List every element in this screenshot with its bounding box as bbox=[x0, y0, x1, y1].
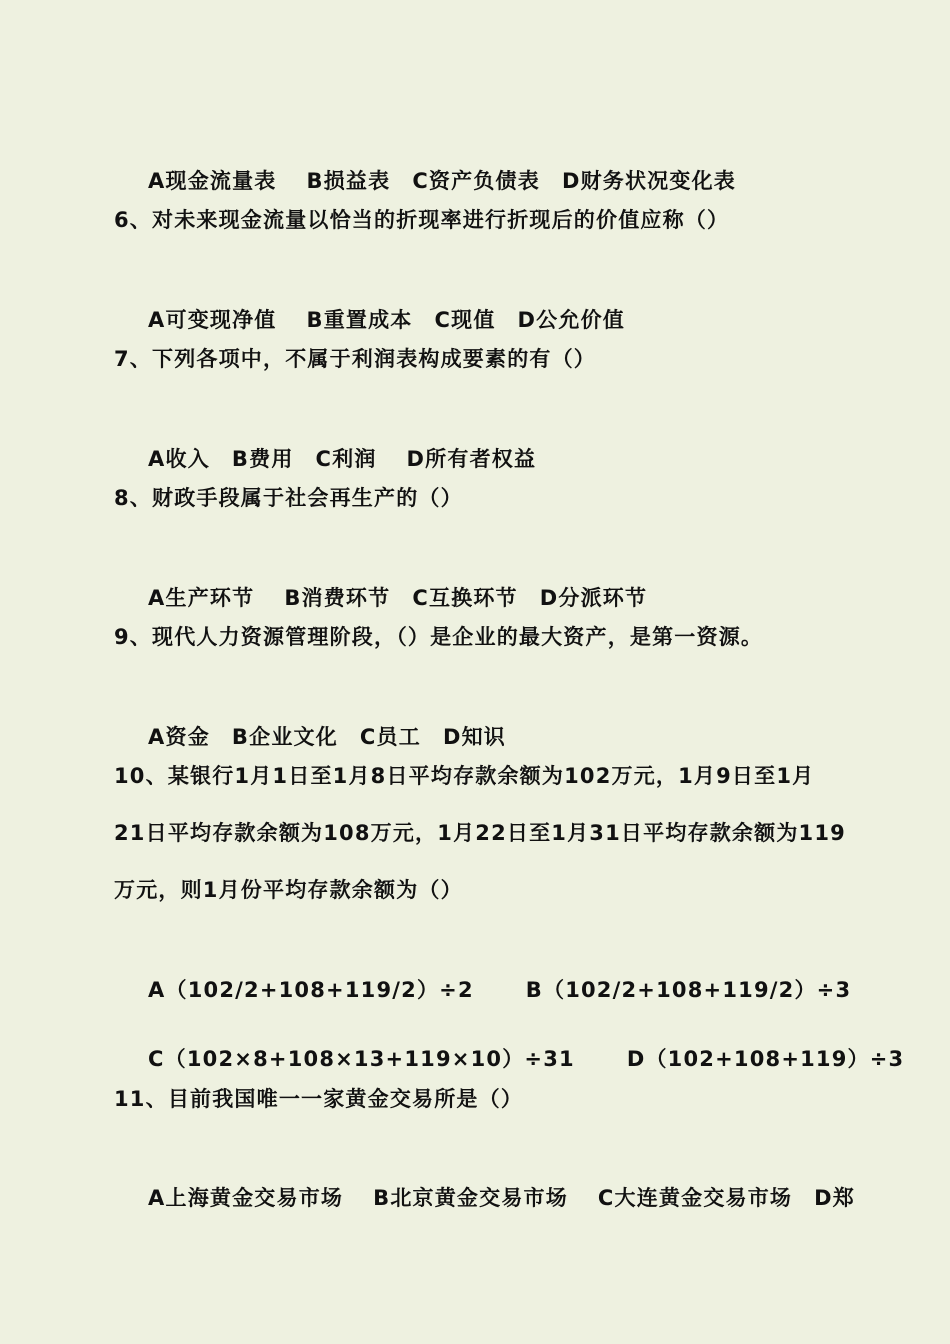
q7-question: 7、下列各项中，不属于利润表构成要素的有（） bbox=[114, 347, 597, 371]
option-c: C现值 bbox=[434, 308, 496, 332]
option-c: C（102×8+108×13+119×10）÷31 bbox=[148, 1047, 575, 1071]
option-b: B（102/2+108+119/2）÷3 bbox=[525, 978, 852, 1002]
option-c: C大连黄金交易市场 bbox=[597, 1186, 793, 1210]
option-d: D财务状况变化表 bbox=[561, 169, 736, 193]
q10-question-line-2: 21日平均存款余额为108万元，1月22日至1月31日平均存款余额为119 bbox=[114, 821, 846, 845]
q10-question-line-3: 万元，则1月份平均存款余额为（） bbox=[114, 878, 463, 902]
option-b: B重置成本 bbox=[306, 308, 413, 332]
option-a: A生产环节 bbox=[148, 586, 255, 610]
option-d: D所有者权益 bbox=[406, 447, 537, 471]
q11-options bbox=[114, 1153, 855, 1243]
option-d: D（102+108+119）÷3 bbox=[626, 1047, 905, 1071]
option-c: C资产负债表 bbox=[412, 169, 540, 193]
option-c: C互换环节 bbox=[412, 586, 518, 610]
option-a: A（102/2+108+119/2）÷2 bbox=[148, 978, 474, 1002]
option-c: C员工 bbox=[359, 725, 421, 749]
option-a: A上海黄金交易市场 bbox=[148, 1186, 344, 1210]
option-b: B损益表 bbox=[306, 169, 391, 193]
option-b: B企业文化 bbox=[231, 725, 338, 749]
option-d: D知识 bbox=[442, 725, 506, 749]
q11-question: 11、目前我国唯一一家黄金交易所是（） bbox=[114, 1087, 524, 1111]
option-b: B消费环节 bbox=[284, 586, 391, 610]
option-c: C利润 bbox=[315, 447, 377, 471]
q8-question: 8、财政手段属于社会再生产的（） bbox=[114, 486, 463, 510]
option-b: B费用 bbox=[231, 447, 294, 471]
option-d: D分派环节 bbox=[539, 586, 648, 610]
q6-question: 6、对未来现金流量以恰当的折现率进行折现后的价值应称（） bbox=[114, 208, 730, 232]
option-b: B北京黄金交易市场 bbox=[373, 1186, 568, 1210]
q9-question: 9、现代人力资源管理阶段，（）是企业的最大资产，是第一资源。 bbox=[114, 625, 764, 649]
option-a: A可变现净值 bbox=[148, 308, 277, 332]
q10-question-line-1: 10、某银行1月1日至1月8日平均存款余额为102万元，1月9日至1月 bbox=[114, 764, 815, 788]
option-d: D郑 bbox=[814, 1186, 855, 1210]
option-a: A收入 bbox=[148, 447, 210, 471]
option-d: D公允价值 bbox=[517, 308, 625, 332]
option-a: A资金 bbox=[148, 725, 210, 749]
option-a: A现金流量表 bbox=[148, 169, 277, 193]
